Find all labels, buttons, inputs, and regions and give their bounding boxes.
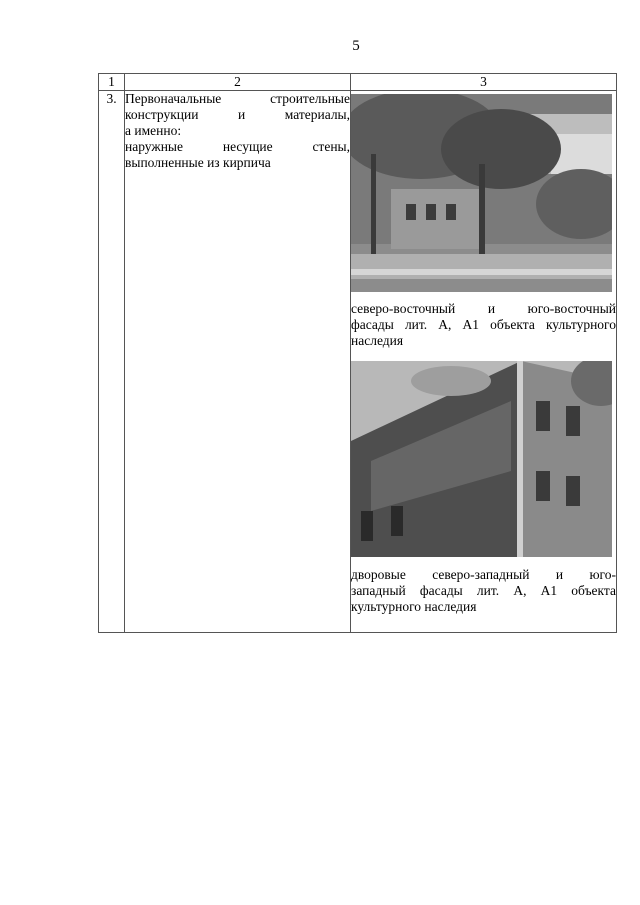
photo-caption-1 [351, 301, 616, 349]
photos-cell [351, 91, 617, 633]
table-header-row [99, 74, 617, 91]
caption-line: дворовые северо-западный и юго- [351, 567, 616, 582]
northeast-southeast-facade-photo [351, 94, 612, 292]
description-line: Первоначальные строительные [125, 91, 350, 106]
caption-line: фасады лит. А, А1 объекта культурного [351, 317, 616, 332]
photo-caption-2 [351, 567, 616, 615]
caption-line: западный фасады лит. А, А1 объекта [351, 583, 616, 598]
description-line: а именно: [125, 123, 182, 138]
row-number: 3. [99, 91, 125, 633]
column-header-1: 1 [99, 74, 125, 91]
caption-line: культурного наследия [351, 599, 477, 614]
caption-line: северо-восточный и юго-восточный [351, 301, 616, 316]
courtyard-facade-photo [351, 361, 612, 557]
table-row [99, 91, 617, 633]
description-line: выполненные из кирпича [125, 155, 271, 170]
heritage-table [98, 73, 617, 633]
row-description [125, 91, 351, 633]
column-header-3: 3 [351, 74, 617, 91]
description-line: конструкции и материалы, [125, 107, 350, 122]
page-number: 5 [352, 38, 360, 54]
description-line: наружные несущие стены, [125, 139, 350, 154]
caption-line: наследия [351, 333, 404, 348]
column-header-2: 2 [125, 74, 351, 91]
